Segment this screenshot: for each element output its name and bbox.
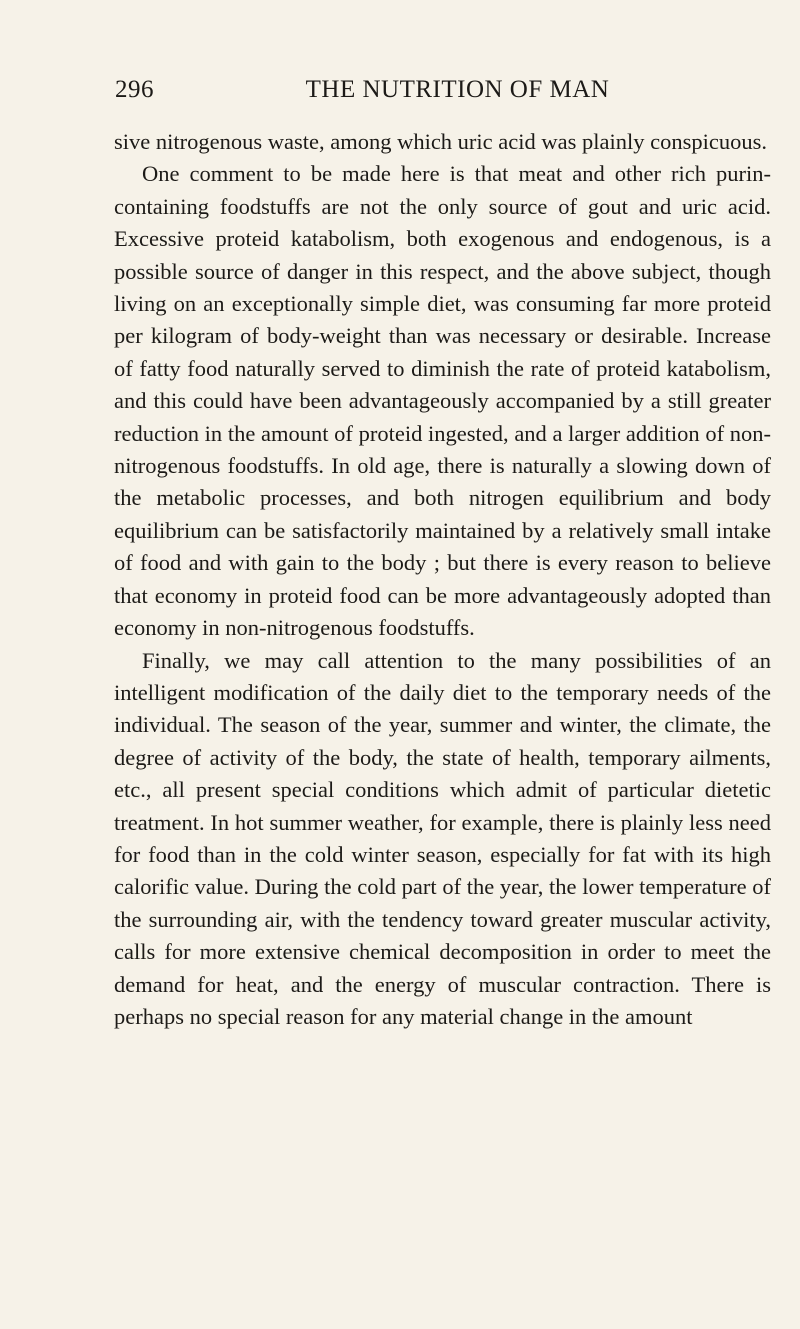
paragraph-diet-modification: Finally, we may call attention to the many possibilities of an intelligent modification of the daily diet to the temporary needs of the individual. The season of the year, summer and winter, the climate, the degree of activity of the body, the state of health, temporary ailments, etc., all present special conditions which admit of particular dietetic treatment. In hot summer weather, for example, there is plainly less need for food than in the cold winter season, especially for fat with its high calorific value. During the cold part of the year, the lower temperature of the surrounding air, with the tendency toward greater muscular activity, calls for more extensive chemical decomposition in order to meet the demand for heat, and the energy of muscular contraction. There is perhaps no special reason for any material change in the amount (114, 647, 771, 1029)
page-number: 296 (115, 76, 154, 103)
paragraph-continuation: sive nitrogenous waste, among which uric acid was plainly conspicuous. (114, 129, 767, 154)
running-head (115, 76, 770, 106)
body-text (114, 126, 771, 1033)
running-title: THE NUTRITION OF MAN (305, 76, 610, 103)
paragraph-gout-comment: One comment to be made here is that meat and other rich purin-containing foodstuffs are not the only source of gout and uric acid. Excessive proteid katabolism, both exogenous and endogenous, is a possible source of danger in this respect, and the above subject, though living on an exceptionally simple diet, was consuming far more proteid per kilogram of body-weight than was necessary or desirable. Increase of fatty food naturally served to diminish the rate of proteid katabolism, and this could have been advantageously accompanied by a still greater reduction in the amount of proteid ingested, and a larger addition of non-nitrogenous foodstuffs. In old age, there is naturally a slowing down of the metabolic processes, and both nitrogen equilibrium and body equilibrium can be satisfactorily maintained by a relatively small intake of food and with gain to the body ; but there is every reason to believe that economy in proteid food can be more advantageously adopted than economy in non-nitrogenous foodstuffs. (114, 161, 771, 641)
